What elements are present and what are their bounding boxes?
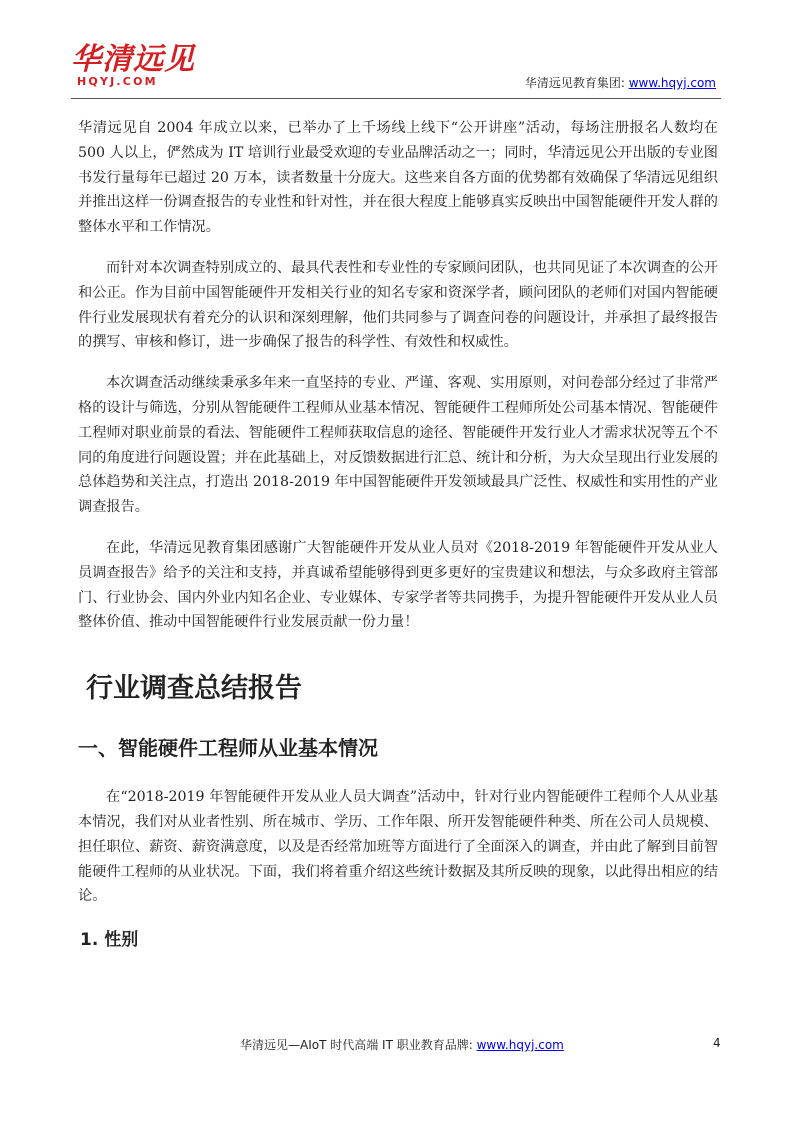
intro-paragraph-3: 本次调查活动继续秉承多年来一直坚持的专业、严谨、客观、实用原则，对问卷部分经过了非常严格的设计与筛选，分别从智能硬件工程师从业基本情况、智能硬件工程师所处公司基本情况、智能硬件工程师对职业前景的看法、智能硬件工程师获取信息的途径、智能硬件开发行业人才需求状况等五个不同的角度进行问题设置；并在此基础上，对反馈数据进行汇总、统计和分析，为大众呈现出行业发展的总体趋势和关注点，打造出 2018-2019 年中国智能硬件开发领域最具广泛性、权威性和实用性的产业调查报告。 (78, 375, 718, 516)
page-header (0, 0, 793, 100)
header-website-link[interactable]: www.hqyj.com (628, 76, 716, 90)
section-paragraph: 在“2018-2019 年智能硬件开发从业人员大调查”活动中，针对行业内智能硬件工程师个人从业基本情况，我们对从业者性别、所在城市、学历、工作年限、所开发智能硬件种类、所在公司人员规模、担任职位、薪资、薪资满意度，以及是否经常加班等方面进行了全面深入的调查，并由此了解到目前智能硬件工程师的从业状况。下面，我们将着重介绍这些统计数据及其所反映的现象，以此得出相应的结论。 (78, 789, 718, 905)
logo-english-name: HQYJ.COM (77, 75, 158, 88)
intro-paragraph-2: 而针对本次调查特别成立的、最具代表性和专业性的专家顾问团队，也共同见证了本次调查的公开和公正。作为目前中国智能硬件开发相关行业的知名专家和资深学者，顾问团队的老师们对国内智能硬件行业发展现状有着充分的认识和深刻理解，他们共同参与了调查问卷的问题设计，并承担了最终报告的撰写、审核和修订，进一步确保了报告的科学性、有效性和权威性。 (78, 259, 718, 351)
company-logo[interactable] (71, 44, 201, 88)
logo-chinese-name: 华清远见 (71, 42, 195, 77)
header-divider (71, 98, 721, 99)
document-body (78, 116, 718, 955)
subsection-heading: 1. 性别 (80, 930, 139, 951)
intro-paragraph-4: 在此，华清远见教育集团感谢广大智能硬件开发从业人员对《2018-2019 年智能硬件开发从业人员调查报告》给予的关注和支持，并真诚希望能够得到更多更好的宝贵建议和想法，与众多政府主管部门、行业协会、国内外业内知名企业、专业媒体、专家学者等共同携手，为提升智能硬件开发从业人员整体价值、推动中国智能硬件行业发展贡献一份力量！ (78, 539, 718, 631)
footer-website-link[interactable]: www.hqyj.com (476, 1038, 564, 1052)
intro-paragraph-1: 华清远见自 2004 年成立以来，已举办了上千场线上线下“公开讲座”活动，每场注册报名人数均在 500 人以上，俨然成为 IT 培训行业最受欢迎的专业品牌活动之一；同时，华清远见公开出版的专业图书发行量每年已超过 20 万本，读者数量十分庞大。这些来自各方面的优势都有效确保了华清远见组织并推出这样一份调查报告的专业性和针对性，并在很大程度上能够真实反映出中国智能硬件开发人群的整体水平和工作情况。 (78, 120, 718, 236)
header-company-label: 华清远见教育集团: (524, 76, 629, 90)
section-heading: 一、智能硬件工程师从业基本情况 (78, 736, 378, 761)
header-company-info (525, 74, 716, 91)
report-title-heading: 行业调查总结报告 (86, 673, 302, 705)
page-number: 4 (713, 1036, 721, 1050)
footer-slogan-text: 华清远见—AIoT 时代高端 IT 职业教育品牌: (240, 1038, 477, 1052)
footer-slogan (240, 1036, 564, 1053)
